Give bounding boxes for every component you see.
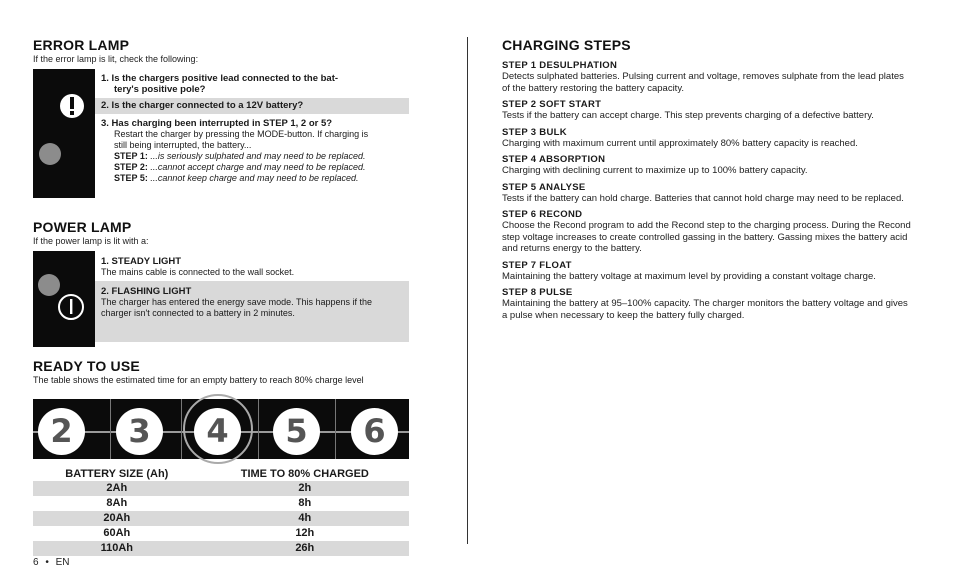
strip-separator <box>335 399 336 459</box>
charging-step-desc: Charging with declining current to maximize up to 100% battery capacity. <box>502 165 808 176</box>
table-row <box>33 481 409 496</box>
battery-size-cell: 110Ah <box>33 541 201 556</box>
warning-icon-bar <box>70 97 74 109</box>
power-lamp-intro: If the power lamp is lit with a: <box>33 236 149 246</box>
charging-step-desc: Charging with maximum current until approximately 80% battery capacity is reached. <box>502 137 858 149</box>
power-lamp-icons <box>33 251 95 342</box>
page-number: 6 <box>33 557 39 568</box>
power-row-flashing-title: 2. FLASHING LIGHT <box>101 286 192 297</box>
strip-separator <box>258 399 259 459</box>
power-row-steady <box>95 251 409 281</box>
table-row <box>33 541 409 556</box>
program-selector-strip <box>33 399 409 459</box>
charging-step-desc: Maintaining the battery at 95–100% capacity. The charger monitors the battery voltage and gives a pulse when necessary to keep the battery fully charged. <box>502 298 908 321</box>
charging-step-desc: Choose the Recond program to add the Recond step to the charging process. During the Recond step voltage increases to create controlled gassing in the battery. Gassing mixes the battery acid and returns energy to the battery. <box>502 220 911 254</box>
error-step-5-text: ...cannot keep charge and may need to be replaced. <box>150 173 359 183</box>
program-digit-3: 3 <box>116 408 163 455</box>
power-row-flashing <box>95 281 409 342</box>
error-check-3-title: 3. Has charging been interrupted in STEP 1, 2 or 5? <box>101 118 333 129</box>
charge-time-cell: 4h <box>201 511 409 526</box>
charge-time-cell: 2h <box>201 481 409 496</box>
error-step-2 <box>101 162 403 173</box>
column-divider <box>467 37 468 544</box>
ready-to-use-heading: READY TO USE <box>33 358 140 374</box>
charging-step-title: STEP 1 DESULPHATION <box>502 60 618 71</box>
charging-steps-list <box>502 60 912 321</box>
language-code: EN <box>55 557 70 568</box>
table-row <box>33 511 409 526</box>
error-lamp-checklist <box>95 69 409 198</box>
power-row-steady-title: 1. STEADY LIGHT <box>101 256 182 267</box>
column-header-time: TIME TO 80% CHARGED <box>240 468 369 480</box>
left-column <box>33 37 409 556</box>
charging-step <box>502 127 912 150</box>
battery-size-cell: 60Ah <box>103 527 131 539</box>
charging-step-desc: Maintaining the battery voltage at maximum level by providing a constant voltage charge. <box>502 270 876 282</box>
error-check-1-line2: tery's positive pole? <box>114 84 206 95</box>
error-lamp-intro: If the error lamp is lit, check the following: <box>33 54 199 64</box>
charging-step <box>502 182 912 205</box>
error-lamp-indicator <box>39 143 61 165</box>
right-column <box>502 37 912 321</box>
error-check-2 <box>95 98 409 114</box>
error-lamp-graphic <box>33 69 95 198</box>
column-header-battery-size: BATTERY SIZE (Ah) <box>65 468 169 480</box>
charging-steps-heading: CHARGING STEPS <box>502 37 631 53</box>
ready-to-use-intro: The table shows the estimated time for an empty battery to reach 80% charge level <box>33 375 364 385</box>
charging-step <box>502 287 912 321</box>
charging-step-title: STEP 7 FLOAT <box>502 259 572 271</box>
charging-step-title: STEP 6 RECOND <box>502 209 583 220</box>
charging-step-title: STEP 3 BULK <box>502 126 567 138</box>
error-step-1 <box>101 151 403 162</box>
error-check-3-desc-1: Restart the charger by pressing the MODE-button. If charging is <box>114 129 369 139</box>
error-check-3-desc-2: still being interrupted, the battery... <box>114 140 252 150</box>
charge-time-table <box>33 467 409 556</box>
error-check-1-line1: 1. Is the chargers positive lead connected to the bat- <box>101 73 339 84</box>
charging-step-desc: Tests if the battery can accept charge. This step prevents charging of a defective battery. <box>502 110 874 121</box>
charging-step <box>502 260 912 283</box>
warning-icon-dot <box>70 111 74 115</box>
charging-step <box>502 60 912 94</box>
program-digit-4: 4 <box>194 408 241 455</box>
battery-size-cell: 8Ah <box>106 497 128 509</box>
error-step-5-label: STEP 5: <box>114 173 148 183</box>
program-digit-6: 6 <box>351 408 398 455</box>
table-row <box>33 526 409 541</box>
charging-step-desc: Tests if the battery can hold charge. Batteries that cannot hold charge may need to be replaced. <box>502 192 904 204</box>
power-lamp-indicator <box>38 274 60 296</box>
error-check-3 <box>95 114 409 187</box>
table-header-row <box>33 467 409 481</box>
error-step-1-text: ...is seriously sulphated and may need to be replaced. <box>150 151 366 161</box>
power-lamp-graphic <box>33 251 95 347</box>
program-digit-2: 2 <box>38 408 85 455</box>
charging-step-title: STEP 2 SOFT START <box>502 99 602 110</box>
strip-separator <box>110 399 111 459</box>
error-step-2-text: ...cannot accept charge and may need to be replaced. <box>150 162 366 172</box>
power-lamp-panel <box>33 251 409 347</box>
error-lamp-panel <box>33 69 409 198</box>
charging-step-title: STEP 8 PULSE <box>502 287 573 298</box>
charging-step <box>502 154 912 177</box>
table-row <box>33 496 409 511</box>
charging-step-desc: Detects sulphated batteries. Pulsing current and voltage, removes sulphate from the lead plates of the battery restoring the battery capacity. <box>502 71 904 94</box>
power-row-flashing-desc-2: charger isn't connected to a battery in 2 minutes. <box>101 308 295 318</box>
charging-step <box>502 99 912 122</box>
strip-separator <box>181 399 182 459</box>
power-row-flashing-desc-1: The charger has entered the energy save mode. This happens if the <box>101 297 373 307</box>
program-digit-5: 5 <box>273 408 320 455</box>
power-row-steady-desc: The mains cable is connected to the wall socket. <box>101 267 295 277</box>
error-lamp-icons <box>33 69 95 193</box>
power-icon-bar <box>70 299 72 314</box>
charge-time-cell: 26h <box>201 541 409 556</box>
footer-bullet: • <box>45 557 49 568</box>
error-lamp-heading: ERROR LAMP <box>33 37 130 53</box>
error-step-5 <box>101 173 403 184</box>
charging-step <box>502 209 912 255</box>
battery-size-cell: 2Ah <box>33 481 201 496</box>
charge-time-cell: 8h <box>298 497 312 509</box>
charging-step-title: STEP 4 ABSORPTION <box>502 154 606 165</box>
error-step-1-label: STEP 1: <box>114 151 148 161</box>
power-lamp-heading: POWER LAMP <box>33 219 132 235</box>
error-check-1 <box>95 69 409 98</box>
battery-size-cell: 20Ah <box>33 511 201 526</box>
charging-step-title: STEP 5 ANALYSE <box>502 181 586 193</box>
power-lamp-list <box>95 251 409 347</box>
page-footer <box>33 557 70 568</box>
error-check-2-text: 2. Is the charger connected to a 12V battery? <box>101 100 304 111</box>
charge-time-cell: 12h <box>295 527 315 539</box>
error-step-2-label: STEP 2: <box>114 162 148 172</box>
